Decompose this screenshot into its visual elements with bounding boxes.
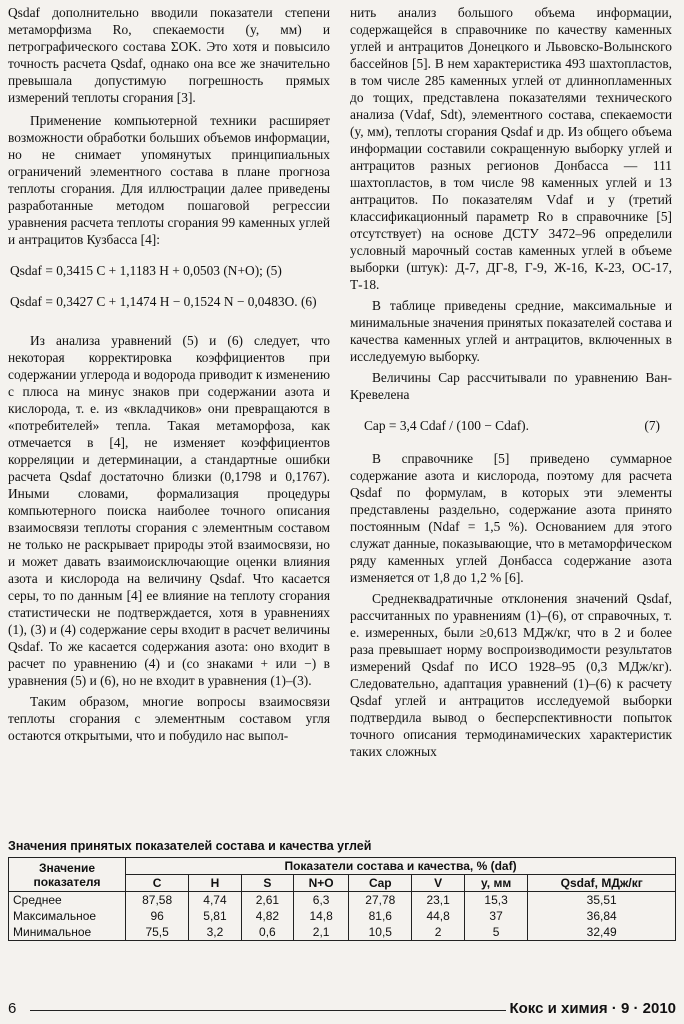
- row-label: Максимальное: [9, 908, 126, 924]
- row-label: Минимальное: [9, 924, 126, 941]
- table-cell: 14,8: [294, 908, 349, 924]
- column-header: C: [126, 875, 189, 892]
- journal-issue: Кокс и химия · 9 · 2010: [509, 1000, 676, 1017]
- table-cell: 32,49: [528, 924, 676, 941]
- right-paragraph-2: В таблице приведены средние, максимальные и минимальные значения принятых показателей состава и качества каменных углей и антрацитов, включенных в исследуемую выборку.: [350, 298, 672, 364]
- table-cell: 96: [126, 908, 189, 924]
- right-paragraph-4: В справочнике [5] приведено суммарное содержание азота и кислорода, поэтому для расчета Qsdaf по формулам, в которых эти элементы представлены раздельно, содержание азота принято постоянным (Ndaf = 1,5 %). Основанием для этого служат данные, показывающие, что в метаморфическом ряду каменных углей Донбасса содержание азота изменяется от 1,8 до 1,2 % [6].: [350, 451, 672, 585]
- table-cell: 2: [412, 924, 464, 941]
- table-cell: 2,61: [241, 892, 293, 909]
- table-cell: 27,78: [349, 892, 412, 909]
- row-label: Среднее: [9, 892, 126, 909]
- footer-rule: [30, 1010, 506, 1011]
- table-cell: 4,74: [189, 892, 241, 909]
- table-cell: 5,81: [189, 908, 241, 924]
- right-paragraph-5: Среднеквадратичные отклонения значений Qsdaf, рассчитанных по уравнениям (1)–(6), от справочных, т. е. измеренных, были ≥0,613 МДж/кг, что в 2 и более раза превышает норму воспроизводимости результатов измерений Qsdaf по ИСО 1928–95 (0,3 МДж/кг). Следовательно, адаптация уравнений (1)–(6) к расчету Qsdaf углей и антрацитов исследуемой выборки подтвердила вывод о бесперспективности попыток точного описания термодинамических характеристик таких сложных: [350, 591, 672, 759]
- table-cell: 0,6: [241, 924, 293, 941]
- right-column: [350, 4, 672, 760]
- table-cell: 44,8: [412, 908, 464, 924]
- page-number: 6: [8, 1000, 17, 1017]
- table-cell: 10,5: [349, 924, 412, 941]
- table-cell: 36,84: [528, 908, 676, 924]
- equation-7-body: Cар = 3,4 Cdaf / (100 − Cdaf).: [364, 418, 529, 433]
- table-cell: 15,3: [464, 892, 528, 909]
- left-paragraph-1: Qsdaf дополнительно вводили показатели степени метаморфизма Ro, спекаемости (y, мм) и петрографического состава ΣOK. Это хотя и повысило точность расчета Qsdaf, однако она все же значительно превышала допустимую погрешность прямых измерений теплоты сгорания [3].: [8, 5, 330, 105]
- column-header: S: [241, 875, 293, 892]
- left-column: [8, 4, 330, 744]
- left-paragraph-3: Из анализа уравнений (5) и (6) следует, что некоторая корректировка коэффициентов при содержании углерода и водорода приводит к изменению с плюса на минус знаков при содержании азота и кислорода, т. е. из «вкладчиков» они превращаются в «потребителей» тепла. Такая метаморфоза, как отмечается в [4], не изменяет коэффициентов корреляции и детерминации, а стандартные ошибки расчета Qsdaf достаточно близки (0,1798 и 0,1767). Иными словами, формализация процедуры компьютерного поиска наиболее точного описания взаимосвязи теплоты сгорания с элементным составом не только не раскрывает природы этой взаимосвязи, но и может давать взаимоисключающие оценки влияния азота и кислорода на величину Qsdaf. Что касается серы, то по данным [4] ее влияние на теплоту сгорания статистически не подтверждается, хотя в уравнениях (1), (3) и (4) содержание серы входит в расчет величины Qsdaf. То же касается содержания азота: оно входит в расчет по уравнению (4) и (со знаками + или −) в уравнения (5) и (6), но не входит в уравнения (1)–(3).: [8, 333, 330, 688]
- column-header: N+O: [294, 875, 349, 892]
- equation-5: Qsdaf = 0,3415 C + 1,1183 H + 0,0503 (N+O); (5): [10, 263, 282, 278]
- left-paragraph-4: Таким образом, многие вопросы взаимосвязи теплоты сгорания с элементным составом угля остаются открытыми, что и побудило нас выпол-: [8, 694, 330, 743]
- table-group-header: Показатели состава и качества, % (daf): [126, 858, 676, 875]
- column-header: Qsdaf, МДж/кг: [528, 875, 676, 892]
- table-row: [9, 908, 676, 924]
- page-footer: [8, 1000, 676, 1020]
- left-paragraph-2: Применение компьютерной техники расширяет возможности обработки больших объемов информации, но не снимает упомянутых принципиальных ограничений элементного состава в плане прогноза теплоты сгорания. Для иллюстрации далее приведены разработанные методом пошаговой регрессии уравнения расчета теплоты сгорания 99 каменных углей и антрацитов Кузбасса [4]:: [8, 113, 330, 247]
- table-cell: 5: [464, 924, 528, 941]
- table-cell: 4,82: [241, 908, 293, 924]
- right-paragraph-1: нить анализ большого объема информации, содержащейся в справочнике по качеству каменных углей и антрацитов Донецкого и Львовско-Волынского бассейнов [5]. В нем характеристика 493 шахтопластов, в том числе 285 каменных углей от длиннопламенных до тощих, представлена показателями технического анализа (Vdaf, Sdt), элементного состава, спекаемости (y, мм), теплоты сгорания Qsdaf и др. Из общего объема информации составили сокращенную выборку углей и антрацитов разных регионов Донбасса — 111 шахтопластов, в том числе 98 каменных углей и 13 антрацитов. По показателям Vdaf и y (третий классификационный параметр Ro в справочнике [5] отсутствует) на основе ДСТУ 3472–96 определили условный марочный состав каменных углей в объеме выборки (штук): Д-7, ДГ-8, Г-9, Ж-16, К-23, ОС-17, Т-18.: [350, 5, 672, 292]
- right-paragraph-3: Величины Cар рассчитывали по уравнению Ван-Кревелена: [350, 370, 672, 402]
- table-cell: 6,3: [294, 892, 349, 909]
- column-header: H: [189, 875, 241, 892]
- table-row: [9, 924, 676, 941]
- table-cell: 3,2: [189, 924, 241, 941]
- table-caption: Значения принятых показателей состава и качества углей: [8, 839, 372, 853]
- table-cell: 23,1: [412, 892, 464, 909]
- equation-7-number: (7): [644, 418, 660, 433]
- coal-quality-table: [8, 857, 676, 941]
- table-cell: 81,6: [349, 908, 412, 924]
- table-cell: 75,5: [126, 924, 189, 941]
- table-cell: 37: [464, 908, 528, 924]
- column-header: Cар: [349, 875, 412, 892]
- table-cell: 2,1: [294, 924, 349, 941]
- column-header: y, мм: [464, 875, 528, 892]
- equation-6: Qsdaf = 0,3427 C + 1,1474 H − 0,1524 N − 0,0483O. (6): [10, 294, 317, 309]
- equation-7: [364, 417, 660, 434]
- table-row: [9, 892, 676, 909]
- table-row-header: Значение показателя: [9, 858, 126, 892]
- table-cell: 87,58: [126, 892, 189, 909]
- table-cell: 35,51: [528, 892, 676, 909]
- column-header: V: [412, 875, 464, 892]
